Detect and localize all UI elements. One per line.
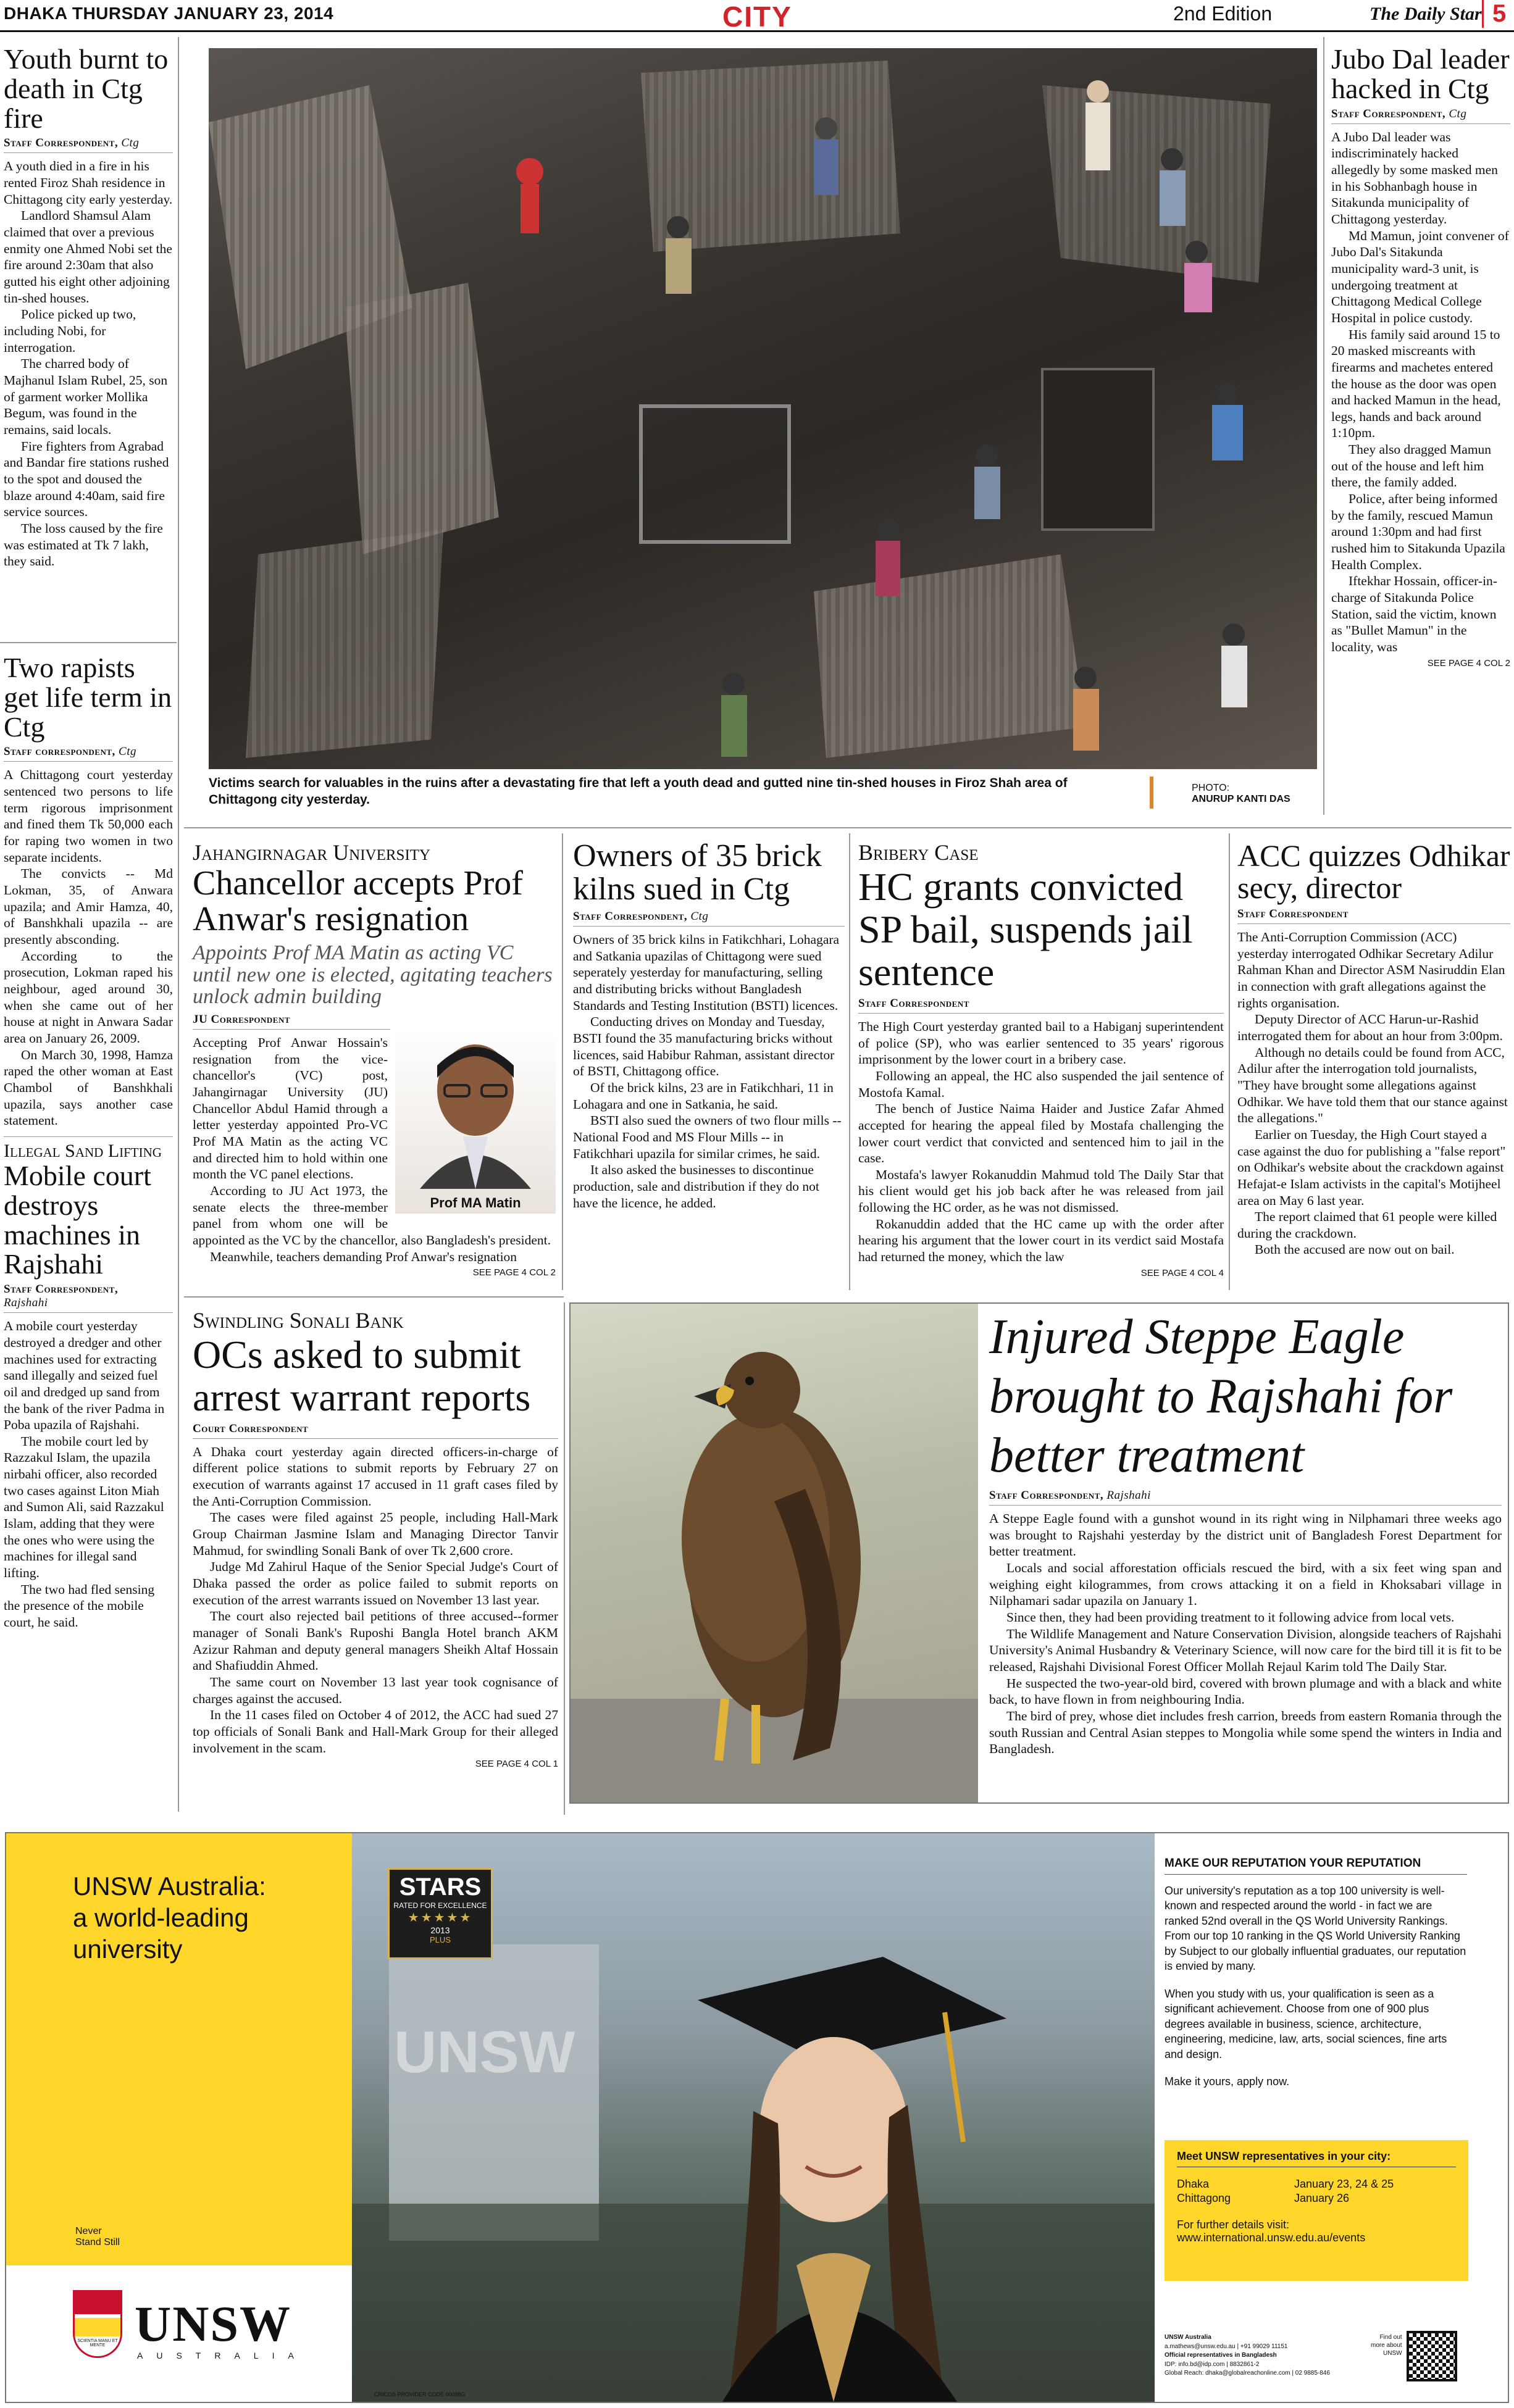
byline: Court Correspondent	[193, 1422, 558, 1439]
events-link[interactable]: www.international.unsw.edu.au/events	[1177, 2231, 1366, 2244]
photo-credit: PHOTO: ANURUP KANTI DAS	[1192, 783, 1290, 804]
student-graduate-photo	[352, 1833, 1155, 2402]
byline: Staff correspondent, Ctg	[4, 745, 173, 762]
edition-label: 2nd Edition	[1173, 2, 1273, 25]
article-two-rapists	[4, 653, 173, 1631]
jump-line: SEE PAGE 4 COL 4	[1140, 1267, 1224, 1278]
article-chancellor	[193, 841, 556, 1278]
qs-stars-badge: STARS RATED FOR EXCELLENCE ★★★★★ 2013 PLUS	[388, 1868, 493, 1959]
credit-rule	[1150, 777, 1153, 809]
unsw-logo-sub: AUSTRALIA	[137, 2351, 307, 2360]
unsw-advertisement[interactable]	[5, 1832, 1509, 2403]
deck: Appoints Prof MA Matin as acting VC until new one is elected, agitating teachers unlock admin building	[193, 941, 553, 1009]
unsw-crest-icon: SCIENTIA MANU ET MENTE	[73, 2290, 122, 2358]
cricos-code: CRICOS PROVIDER CODE 00098G	[374, 2391, 466, 2398]
dateline: DHAKA THURSDAY JANUARY 23, 2014	[4, 4, 334, 23]
article-youth-burnt	[4, 44, 173, 570]
ad-events-box: Meet UNSW representatives in your city: Dhaka January 23, 24 & 25 Chittagong January 26 For further details visit: www.international.unsw.edu.au/events	[1165, 2140, 1468, 2281]
unsw-logo: UNSW	[135, 2296, 292, 2352]
article-acc-odhikar	[1237, 839, 1510, 1258]
masthead	[0, 0, 1514, 32]
ad-contact: UNSW Australia a.mathews@unsw.edu.au | +91 99029 11151 Official representatives in Bangladesh IDP: info.bd@idp.com | 8832861-2 Global Reach: dhaka@globalreachonline.com | 02 9885-846	[1165, 2334, 1330, 2377]
article-body: Owners of 35 brick kilns in Fatikchhari, Lohagara and Satkania upazilas of Chittagong were sued seperately yesterday for manufacturing, selling and distributing bricks without Bangladesh Standards and Testing Institution (BSTI) licences. Conducting drives on Monday and Tuesday, BSTI found the 35 manufacturing bricks without licences, said Habibur Rahman, assistant director of BSTI, Chittagong office. Of the brick kilns, 23 are in Fatikchhari, 11 in Lohagara and one in Satkania, he said. BSTI also sued the owners of two flour mills -- National Food and MS Flour Mills -- in Fatikchhari upazila for similar crimes, he said. It also asked the businesses to discontinue production, sale and distribution if they do not have the licence, he added.	[573, 932, 842, 1210]
byline: JU Correspondent	[193, 1013, 390, 1030]
byline: Staff Correspondent, Ctg	[573, 910, 845, 927]
headline: HC grants convicted SP bail, suspends jail sentence	[858, 864, 1193, 994]
ad-slogan: Never Stand Still	[75, 2226, 120, 2248]
article-jubo-dal	[1331, 44, 1510, 669]
headline: Owners of 35 brick kilns sued in Ctg	[573, 838, 822, 907]
kicker: Swindling Sonali Bank	[193, 1308, 404, 1333]
ad-heading: MAKE OUR REPUTATION YOUR REPUTATION	[1165, 1857, 1467, 1875]
headline: Jubo Dal leader hacked in Ctg	[1331, 43, 1510, 104]
eagle-illustration	[571, 1304, 978, 1802]
portrait-illustration	[395, 1028, 556, 1189]
headline: Two rapists get life term in Ctg	[4, 652, 172, 743]
ad-yellow-panel: UNSW Australia: a world-leading university Never Stand Still	[6, 1833, 352, 2265]
article-body: A youth died in a fire in his rented Firoz Shah residence in Chittagong city early yesterday. Landlord Shamsul Alam claimed that over a previous enmity one Ahmed Nobi set the fire around 2:30am that also gutted his eight other adjoining tin-shed houses. Police picked up two, including Nobi, for interrogation. The charred body of Majhanul Islam Rubel, 25, son of garment worker Mollika Begum, was found in the remains, said locals. Fire fighters from Agrabad and Bandar fire stations rushed to the spot and doused the blaze around 4:40am, said fire service sources. The loss caused by the fire was estimated at Tk 7 lakh, they said.	[4, 159, 173, 569]
jump-line: SEE PAGE 4 COL 2	[1427, 657, 1510, 669]
steppe-eagle-photo	[571, 1304, 978, 1802]
kicker: Illegal Sand Lifting	[4, 1140, 162, 1161]
article-body: The High Court yesterday granted bail to a Habiganj superintendent of police (SP), who was earlier sentenced to 35 years' rigorous imprisonment by the lower court in a bribery case. Following an appeal, the HC also suspended the jail sentence of Mostofa Kamal. The bench of Justice Naima Haider and Justice Zafar Ahmed accepted for hearing the appeal filed by Mostafa challenging the lower court verdict that convicted and sentenced him to jail in the case. Mostafa's lawyer Rokanuddin Mahmud told The Daily Star that his client would get his job back after he was released from jail following the HC order, as he was not dismissed. Rokanuddin added that the HC came up with the order after hearing his argument that the lower court in its verdict said Mostafa had returned the money, which the law	[858, 1019, 1224, 1265]
kicker: Jahangirnagar University	[193, 840, 431, 865]
byline: Staff Correspondent, Rajshahi	[4, 1283, 173, 1313]
headline: Youth burnt to death in Ctg fire	[4, 43, 169, 134]
ad-logo-panel	[6, 2265, 352, 2402]
article-body: The Anti-Corruption Commission (ACC) yesterday interrogated Odhikar Secretary Adilur Rahman Khan and Director ASM Nasiruddin Elan in connection with graft allegations against the rights organisation. Deputy Director of ACC Harun-ur-Rashid interrogated them for about an hour from 3:00pm. Although no details could be found from ACC, Adilur after the interrogation told journalists, "They have brought some allegations against Odhikar. We have told them that our stance against the allegations." Earlier on Tuesday, the High Court stayed a case against the duo for publishing a "false report" on Odhikar's website about the crackdown against Hefajat-e Islam activists in the capital's Motijheel area on May 6 last year. The report claimed that 61 people were killed during the crackdown. Both the accused are now out on bail.	[1237, 930, 1508, 1257]
headline: OCs asked to submit arrest warrant reports	[193, 1332, 531, 1419]
article-sonali-bank	[193, 1309, 558, 1769]
building-sign: UNSW	[394, 2019, 575, 2085]
article-body: A Steppe Eagle found with a gunshot wound in its right wing in Nilphamari three weeks ago was brought to Rajshahi yesterday by the district unit of Bangladesh Forest Department for better treatment. Locals and social afforestation officials rescued the bird, with a six feet wing span and weighing eight kilogrammes, from crows attacking it on a field in Khoksabari village in Nilphamari sadar upazila on January 1. Since then, they had been providing treatment to it following advice from local vets. The Wildlife Management and Nature Conservation Division, alongside teachers of Rajshahi University's Animal Husbandry & Veterinary Science, will now care for the bird till it is fit to be released, Rajshahi Divisional Forest Officer Mollah Rejaul Karim told The Daily Star. He suspected the two-year-old bird, covered with brown plumage and with a black and white back, to have flown in from neighbouring India. The bird of prey, whose diet includes fresh carrion, breeds from eastern Romania through the south Russian and Central Asian steppes to Mongolia while some spend the winters in India and Bangladesh.	[989, 1511, 1502, 1757]
qr-label: Find out more about UNSW	[1371, 2334, 1402, 2357]
byline: Staff Correspondent	[858, 997, 1224, 1014]
article-body: A Jubo Dal leader was indiscriminately hacked allegedly by some masked men in his Sobhanbagh house in Sitakunda municipality of Chittagong yesterday. Md Mamun, joint convener of Jubo Dal's Sitakunda municipality ward-3 unit, is undergoing treatment at Chittagong Medical College Hospital in police custody. His family said around 15 to 20 masked miscreants with firearms and machetes entered the house as the door was open and hacked Mamun in the head, legs, hands and back around 1:10pm. They also dragged Mamun out of the house and left him there, the family added. Police, after being informed by the family, rescued Mamun around 1:30pm and had first rushed him to Sitakunda Upazila Health Complex. Iftekhar Hossain, officer-in-charge of Sitakunda Police Station, said the victim, known as "Bullet Mamun" in the locality, was	[1331, 129, 1509, 654]
article-mobile-court	[4, 1136, 173, 1631]
fire-ruins-photo	[209, 48, 1317, 769]
photo-caption	[209, 775, 1116, 809]
article-body: A Dhaka court yesterday again directed officers-in-charge of different police stations to submit reports by February 27 on execution of warrants against 17 accused in 11 graft cases filed by the Anti-Corruption Commission. The cases were filed against 25 people, including Hall-Mark Group Chairman Jasmine Islam and Managing Director Tanvir Mahmud, for swindling Sonali Bank of over Tk 2,600 crore. Judge Md Zahirul Haque of the Senior Special Judge's Court of Dhaka passed the order as police failed to submit reports on execution of the arrest warrants issued on November 13 last year. The court also rejected bail petitions of three accused--former manager of Sonali Bank's Ruposhi Bangla Hotel branch AKM Azizur Rahman and deputy general managers Sheikh Altaf Hossain and Shafiuddin Ahmed. The same court on November 13 last year took cognisance of charges against the accused. In the 11 cases filed on October 4 of 2012, the ACC had sued 27 top officials of Sonali Bank and Hall-Mark Group for their alleged involvement in the scam.	[193, 1444, 558, 1756]
section-title: CITY	[722, 1, 792, 33]
prof-matin-photo	[395, 1028, 556, 1214]
star-rating-icon: ★★★★★	[408, 1911, 473, 1925]
caption-text: Victims search for valuables in the ruins after a devastating fire that left a youth dead and gutted nine tin-shed houses in Firoz Shah area of Chittagong city yesterday.	[209, 776, 1068, 807]
page-number: 5	[1482, 0, 1506, 28]
qr-code-icon[interactable]	[1407, 2331, 1457, 2381]
article-body: Accepting Prof Anwar Hossain's resignation from the vice-chancellor's (VC) post, Jahangirnagar University (JU) Chancellor Abdul Hamid through a letter yesterday appointed Pro-VC Prof MA Matin as the acting VC and directed him to hold within one month the VC panel elections. According to JU Act 1973, the senate elects the three-member panel from whom one will be appointed as the VC by the chancellor, also Bangladesh's president. Meanwhile, teachers demanding Prof Anwar's resignation	[193, 1035, 551, 1264]
headline: Injured Steppe Eagle brought to Rajshahi for better treatment	[989, 1310, 1453, 1483]
kicker: Bribery Case	[858, 840, 979, 865]
article-body: A Chittagong court yesterday sentenced two persons to life term rigorous imprisonment and fined them Tk 50,000 each for raping two women in two separate incidents. The convicts -- Md Lokman, 35, of Anwara upazila; and Amir Hamza, 40, of Banshkhali upazila -- are presently absconding. According to the prosecution, Lokman raped his neighbour, aged around 30, when she came out of her house at night in Anwara Sadar area on January 26, 2009. On March 30, 1998, Hamza raped the other woman at East Chambol of Banshkhali upazila, says another case statement.	[4, 767, 173, 1128]
headline: Mobile court destroys machines in Rajshahi	[4, 1159, 151, 1280]
byline: Staff Correspondent, Ctg	[1331, 107, 1510, 124]
article-body: A mobile court yesterday destroyed a dredger and other machines used for extracting sand illegally and seized fuel oil and dredged up sand from the bank of the river Padma in Poba upazila of Rajshahi. The mobile court led by Razzakul Islam, the upazila nirbahi officer, also recorded two cases against Liton Miah and Sumon Ali, said Razzakul Islam, adding that they were the ones who were using the machines for illegal sand lifting. The two had fled sensing the presence of the mobile court, he said.	[4, 1319, 165, 1630]
article-hc-bail	[858, 841, 1224, 1278]
photo-caption: Prof MA Matin	[430, 1195, 521, 1211]
ad-copy: MAKE OUR REPUTATION YOUR REPUTATION Our university's reputation as a top 100 university is well-known and respected around the world - in fact we are ranked 52nd overall in the QS World University Rankings. From our top 10 ranking in the QS World University Ranking by Subject to our globally influential graduates, our reputation is envied by many. When you study with us, your qualification is seen as a significant achievement. Choose from one of 900 plus degrees available in business, science, architecture, engineering, medicine, law, arts, social sciences, fine arts and design. Make it yours, apply now.	[1165, 1857, 1466, 2088]
byline: Staff Correspondent	[1237, 907, 1510, 924]
byline: Staff Correspondent, Rajshahi	[989, 1489, 1502, 1506]
fire-ruins-illustration	[209, 48, 1317, 769]
newspaper-logo: The Daily Star	[1370, 4, 1482, 24]
headline: Chancellor accepts Prof Anwar's resignation	[193, 864, 523, 938]
byline: Staff Correspondent, Ctg	[4, 136, 173, 153]
article-brick-kilns	[573, 839, 845, 1211]
jump-line: SEE PAGE 4 COL 1	[475, 1759, 558, 1770]
jump-line: SEE PAGE 4 COL 2	[472, 1267, 556, 1278]
headline: ACC quizzes Odhikar secy, director	[1237, 838, 1510, 905]
article-steppe-eagle	[569, 1302, 1509, 1804]
